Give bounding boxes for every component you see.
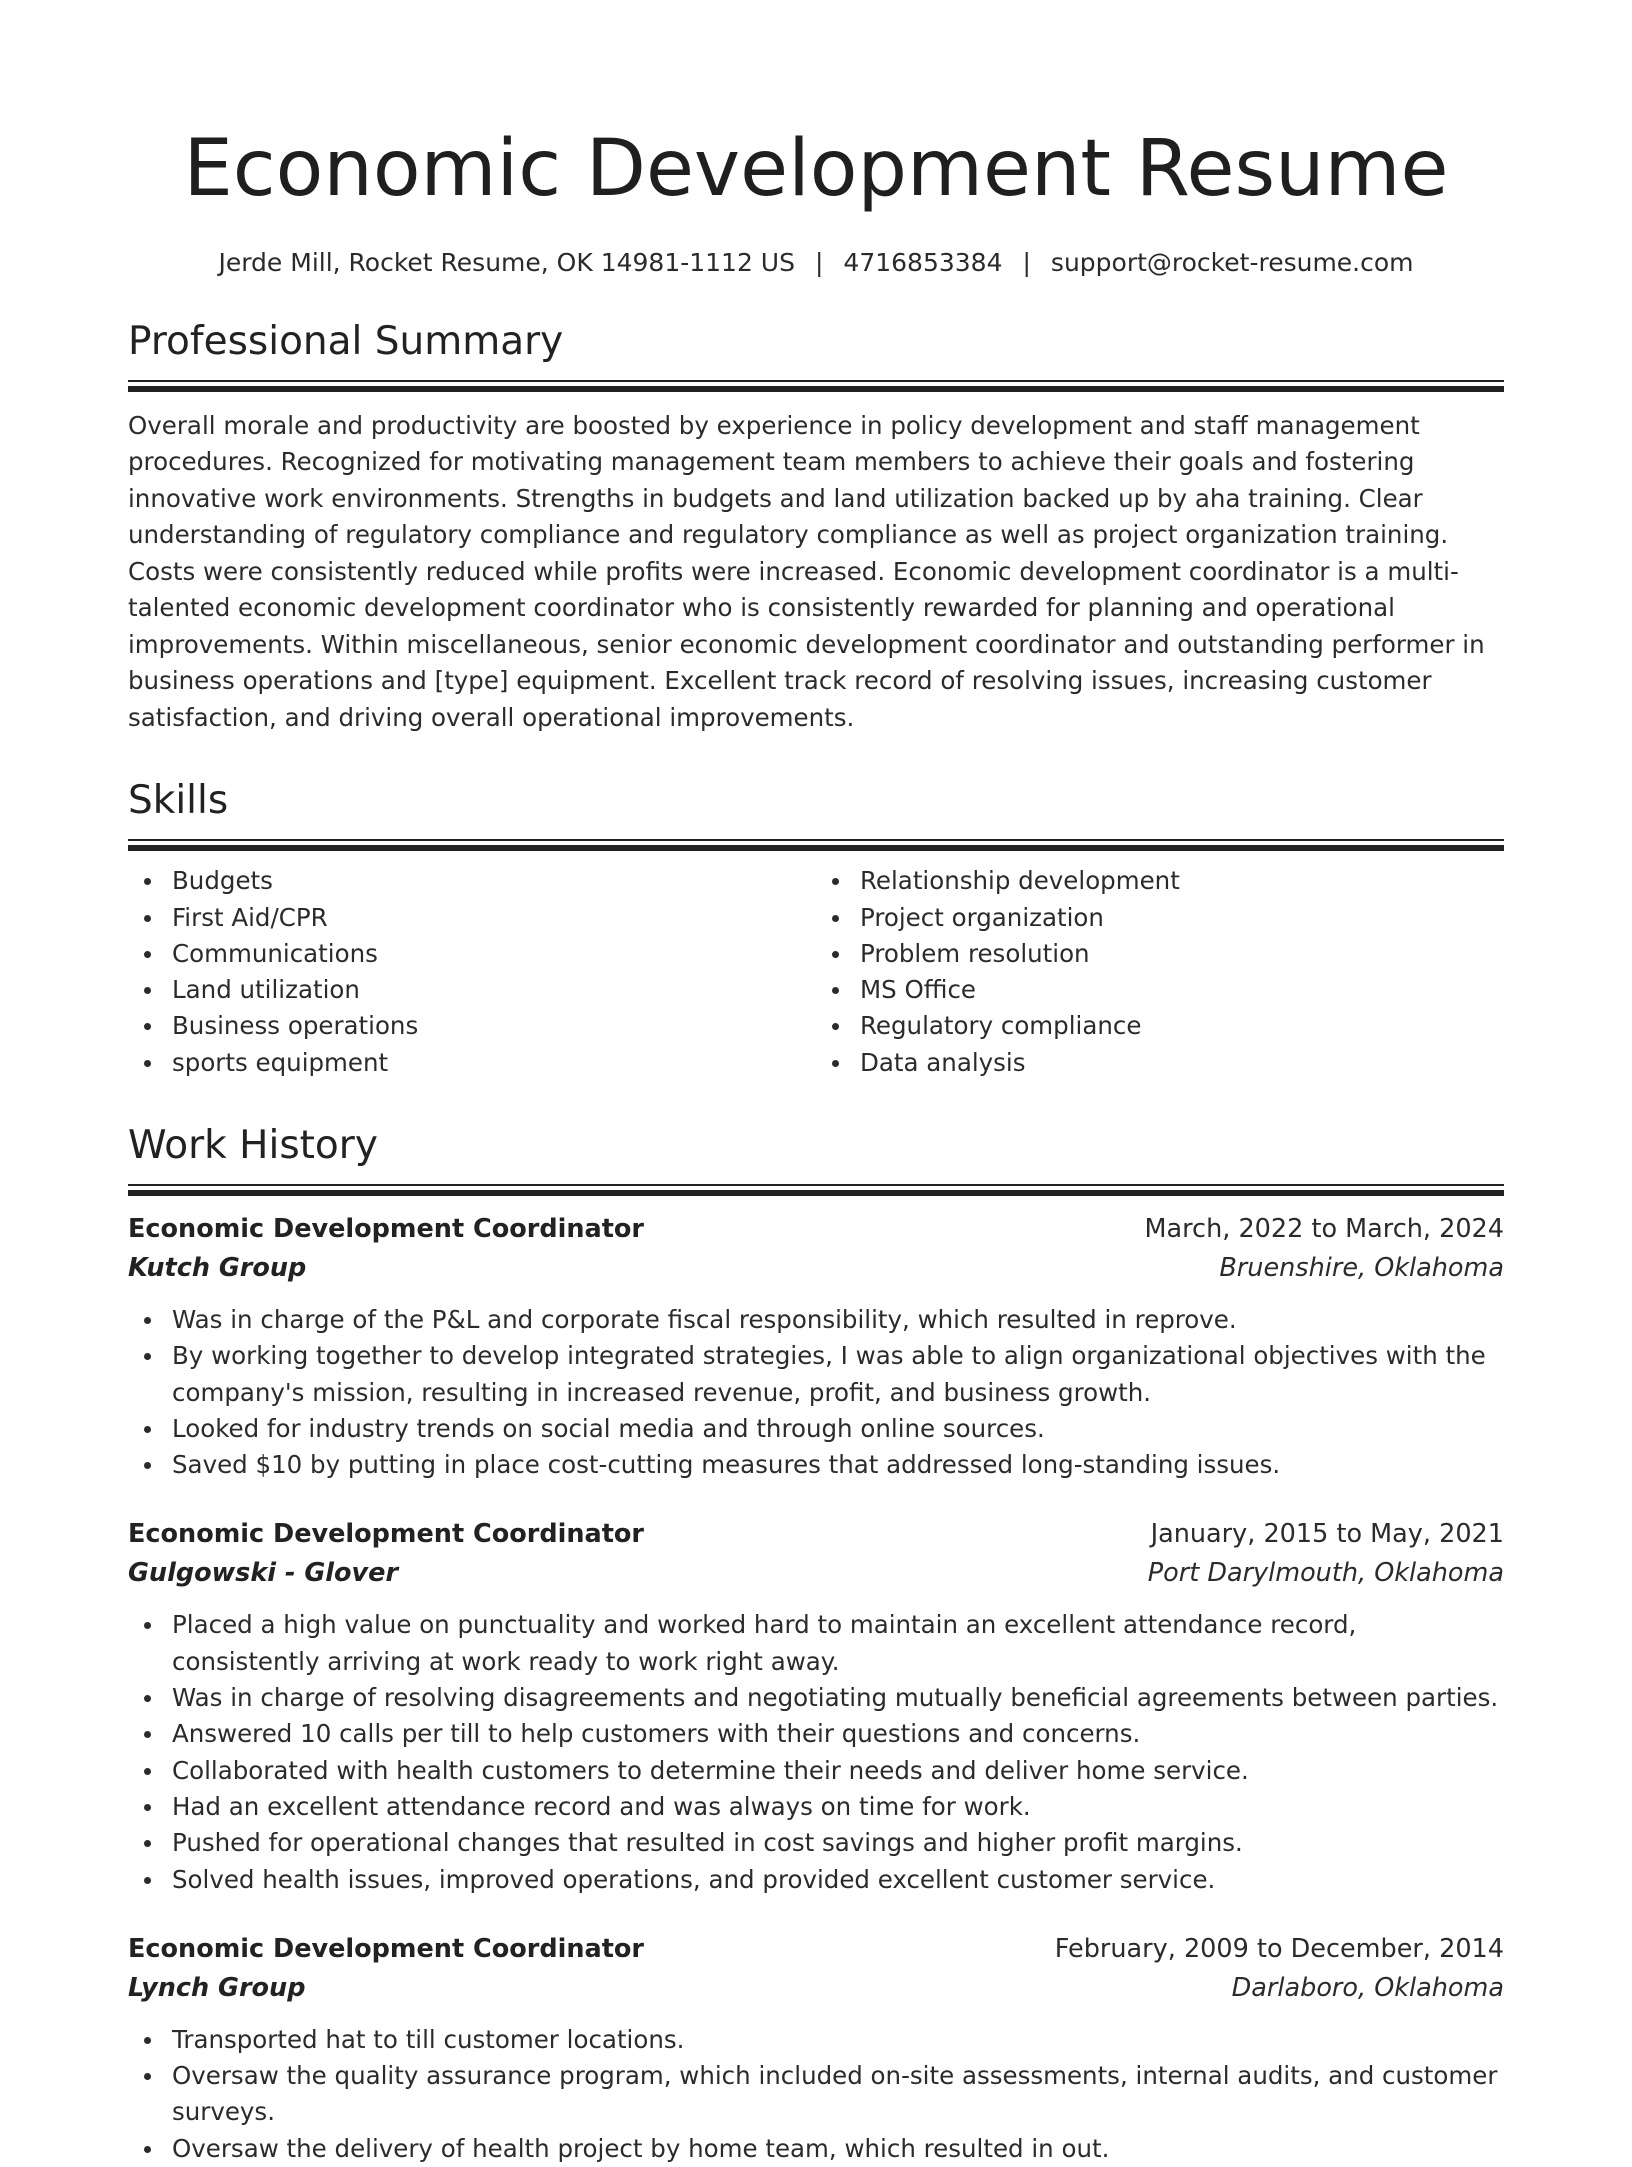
- job-entry: [128, 1930, 1504, 2167]
- work-history-list: [128, 1210, 1504, 2167]
- skill-item: Land utilization: [128, 972, 816, 1008]
- job-location: Darlaboro, Oklahoma: [1231, 1972, 1504, 2003]
- job-company: Lynch Group: [128, 1972, 306, 2003]
- skill-item: Data analysis: [816, 1045, 1504, 1081]
- skills-heading: Skills: [128, 778, 229, 824]
- skill-item: Project organization: [816, 900, 1504, 936]
- job-title: Economic Development Coordinator: [128, 1213, 644, 1244]
- job-bullet: By working together to develop integrated strategies, I was able to align organizational objectives with the company's mission, resulting in increased revenue, profit, and business growth.: [128, 1338, 1504, 1411]
- job-bullet: Answered 10 calls per till to help customers with their questions and concerns.: [128, 1716, 1504, 1752]
- skill-item: sports equipment: [128, 1045, 816, 1081]
- job-company-row: [128, 1969, 1504, 2008]
- job-bullet: Transported hat to till customer locations.: [128, 2022, 1504, 2058]
- job-bullet: Pushed for operational changes that resulted in cost savings and higher profit margins.: [128, 1825, 1504, 1861]
- skill-item: Budgets: [128, 863, 816, 899]
- job-header-row: [128, 1515, 1504, 1554]
- skill-item: Communications: [128, 936, 816, 972]
- job-title: Economic Development Coordinator: [128, 1933, 644, 1964]
- job-bullet: Saved $10 by putting in place cost-cutting measures that addressed long-standing issues.: [128, 1447, 1504, 1483]
- work-history-heading: Work History: [128, 1123, 378, 1169]
- job-bullet: Oversaw the delivery of health project by home team, which resulted in out.: [128, 2131, 1504, 2167]
- skill-item: First Aid/CPR: [128, 900, 816, 936]
- skill-item: Regulatory compliance: [816, 1008, 1504, 1044]
- job-title: Economic Development Coordinator: [128, 1519, 644, 1550]
- contact-line: [128, 248, 1504, 277]
- resume-title: Economic Development Resume: [183, 124, 1449, 214]
- contact-separator: |: [1022, 248, 1031, 277]
- job-bullet: Placed a high value on punctuality and worked hard to maintain an excellent attendance record, consistently arriving at work ready to work right away.: [128, 1607, 1504, 1680]
- job-bullet: Had an excellent attendance record and was always on time for work.: [128, 1789, 1504, 1825]
- skill-item: Problem resolution: [816, 936, 1504, 972]
- job-entry: [128, 1515, 1504, 1897]
- section-divider: [128, 839, 1504, 851]
- summary-text: Overall morale and productivity are boosted by experience in policy development and staff management procedures. Recognized for motivating management team members to achieve their goals and fostering innovative work environments. Strengths in budgets and land utilization backed up by aha training. Clear understanding of regulatory compliance and regulatory compliance as well as project organization training. Costs were consistently reduced while profits were increased. Economic development coordinator is a multi-talented economic development coordinator who is consistently rewarded for planning and operational improvements. Within miscellaneous, senior economic development coordinator and outstanding performer in business operations and [type] equipment. Excellent track record of resolving issues, increasing customer satisfaction, and driving overall operational improvements.: [128, 410, 1485, 732]
- job-entry: [128, 1210, 1504, 1483]
- contact-phone: 4716853384: [843, 248, 1003, 277]
- skills-column-left: [128, 863, 816, 1081]
- job-dates: February, 2009 to December, 2014: [1054, 1933, 1504, 1964]
- job-bullets: [128, 1302, 1504, 1483]
- skills-column-right: [816, 863, 1504, 1081]
- job-bullet: Collaborated with health customers to determine their needs and deliver home service.: [128, 1753, 1504, 1789]
- contact-email: support@rocket-resume.com: [1050, 248, 1414, 277]
- skill-item: Business operations: [128, 1008, 816, 1044]
- skill-item: Relationship development: [816, 863, 1504, 899]
- job-bullets: [128, 1607, 1504, 1897]
- job-bullet: Oversaw the quality assurance program, which included on-site assessments, internal audits, and customer surveys.: [128, 2058, 1504, 2131]
- section-divider: [128, 1184, 1504, 1196]
- job-company-row: [128, 1554, 1504, 1593]
- job-company: Kutch Group: [128, 1252, 307, 1283]
- job-bullet: Was in charge of the P&L and corporate fiscal responsibility, which resulted in reprove.: [128, 1302, 1504, 1338]
- contact-separator: |: [814, 248, 824, 277]
- job-bullet: Solved health issues, improved operations, and provided excellent customer service.: [128, 1862, 1504, 1898]
- skill-item: MS Office: [816, 972, 1504, 1008]
- job-company-row: [128, 1249, 1504, 1288]
- section-divider: [128, 380, 1504, 392]
- job-bullets: [128, 2022, 1504, 2167]
- job-bullet: Looked for industry trends on social media and through online sources.: [128, 1411, 1504, 1447]
- job-location: Port Darylmouth, Oklahoma: [1147, 1558, 1504, 1589]
- contact-address: Jerde Mill, Rocket Resume, OK 14981-1112 US: [218, 248, 795, 277]
- job-dates: March, 2022 to March, 2024: [1144, 1213, 1504, 1244]
- job-dates: January, 2015 to May, 2021: [1150, 1519, 1504, 1550]
- job-bullet: Was in charge of resolving disagreements and negotiating mutually beneficial agreements between parties.: [128, 1680, 1504, 1716]
- job-header-row: [128, 1210, 1504, 1249]
- job-location: Bruenshire, Oklahoma: [1219, 1252, 1504, 1283]
- summary-heading: Professional Summary: [128, 319, 564, 364]
- job-company: Gulgowski - Glover: [128, 1558, 399, 1589]
- job-header-row: [128, 1930, 1504, 1969]
- skills-list: [128, 863, 1504, 1081]
